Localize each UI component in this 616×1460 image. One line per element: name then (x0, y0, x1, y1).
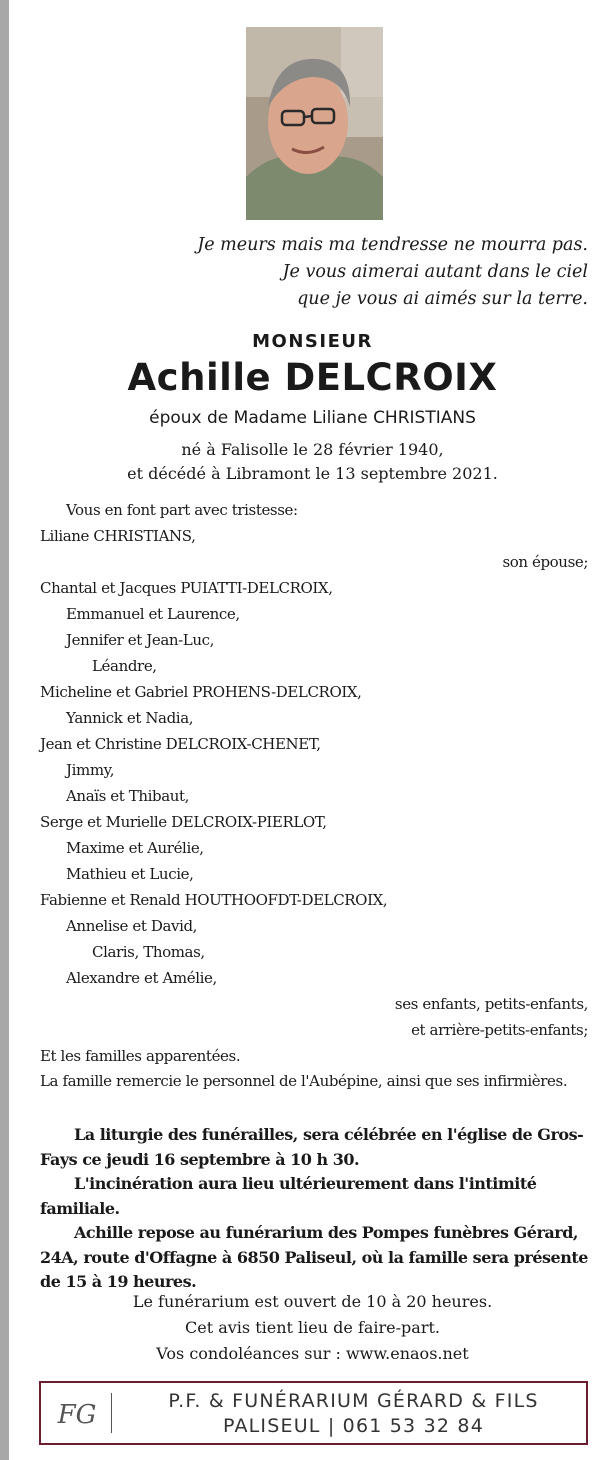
family-member: Jennifer et Jean-Luc, (66, 631, 215, 649)
relatives-line: Et les familles apparentées. (40, 1047, 241, 1065)
family-member: Anaïs et Thibaut, (66, 787, 190, 805)
family-member: Annelise et David, (66, 917, 198, 935)
funeral-home-name: P.F. & FUNÉRARIUM GÉRARD & FILS (168, 1390, 539, 1412)
epitaph-quote (197, 232, 588, 313)
family-member: Jean et Christine DELCROIX-CHENET, (40, 735, 321, 753)
family-member: Micheline et Gabriel PROHENS-DELCROIX, (40, 683, 362, 701)
honorific-title: MONSIEUR (252, 331, 373, 352)
family-member: Maxime et Aurélie, (66, 839, 204, 857)
family-member: Alexandre et Amélie, (66, 969, 217, 987)
deceased-name: Achille DELCROIX (127, 356, 498, 399)
family-member: Emmanuel et Laurence, (66, 605, 240, 623)
family-member: Mathieu et Lucie, (66, 865, 194, 883)
family-role: ses enfants, petits-enfants, (394, 995, 588, 1013)
announcement-body (40, 497, 588, 1093)
family-member: Serge et Murielle DELCROIX-PIERLOT, (40, 813, 327, 831)
birth-death-info (9, 438, 616, 486)
quote-line: que je vous ai aimés sur la terre. (297, 289, 588, 309)
birth-line: né à Falisolle le 28 février 1940, (181, 440, 444, 459)
portrait-image (246, 27, 383, 220)
spouse-role: son épouse; (502, 553, 588, 571)
family-member: Claris, Thomas, (92, 943, 205, 961)
liturgy-info: La liturgie des funérailles, sera célébrée en l'église de Gros-Fays ce jeudi 16 septembre à 10 h 30. (40, 1125, 584, 1169)
quote-line: Je vous aimerai autant dans le ciel (282, 262, 588, 282)
family-member: Yannick et Nadia, (66, 709, 194, 727)
death-line: et décédé à Libramont le 13 septembre 2021. (127, 464, 498, 483)
cremation-info: L'incinération aura lieu ultérieurement dans l'intimité familiale. (40, 1174, 537, 1218)
funeral-home-info: Achille repose au funérarium des Pompes funèbres Gérard, 24A, route d'Offagne à 6850 Paliseul, où la famille sera présente de 15 à 19 heures. (40, 1223, 588, 1291)
family-member: Léandre, (92, 657, 157, 675)
deceased-photo (246, 27, 383, 220)
funeral-home-logo (55, 1389, 99, 1437)
footer-divider (111, 1393, 112, 1433)
family-member: Chantal et Jacques PUIATTI-DELCROIX, (40, 579, 333, 597)
thanks-line: La famille remercie le personnel de l'Aubépine, ainsi que ses infirmières. (40, 1072, 568, 1090)
funeral-home-contact: PALISEUL | 061 53 32 84 (223, 1415, 484, 1437)
family-member: Jimmy, (66, 761, 115, 779)
logo-monogram: FG (57, 1400, 97, 1430)
announcement-intro: Vous en font part avec tristesse: (66, 501, 298, 519)
funeral-home-hours: Le funérarium est ouvert de 10 à 20 heures. (132, 1292, 493, 1311)
spouse-name: Liliane CHRISTIANS, (40, 527, 196, 545)
spouse-line: époux de Madame Liliane CHRISTIANS (149, 408, 476, 428)
funeral-home-banner (39, 1381, 588, 1445)
closing-notes (9, 1289, 616, 1367)
family-role: et arrière-petits-enfants; (411, 1021, 588, 1039)
notice-line: Cet avis tient lieu de faire-part. (185, 1318, 440, 1337)
ceremony-details (40, 1123, 590, 1295)
left-margin-bar (0, 0, 9, 1460)
quote-line: Je meurs mais ma tendresse ne mourra pas. (197, 235, 588, 255)
family-member: Fabienne et Renald HOUTHOOFDT-DELCROIX, (40, 891, 388, 909)
condolences-line: Vos condoléances sur : www.enaos.net (156, 1344, 469, 1363)
